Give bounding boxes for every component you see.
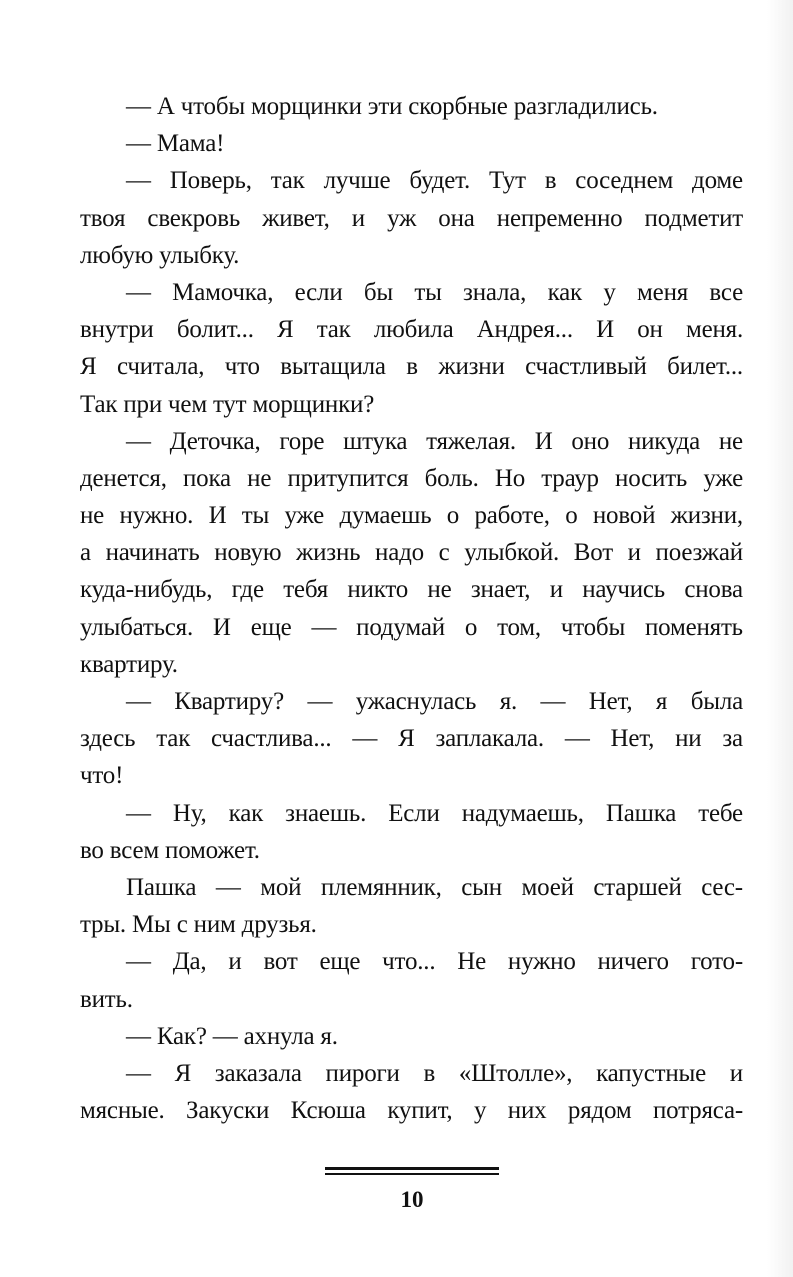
text-word: моей (521, 873, 574, 901)
text-word: ты (414, 278, 442, 306)
text-word: она (438, 204, 475, 232)
text-line: Так при чем тут морщинки? (80, 390, 375, 418)
text-word: он (637, 316, 663, 344)
text-word: И (596, 316, 614, 344)
text-word: — (126, 278, 151, 306)
text-word: улыбкой. (464, 539, 560, 567)
text-word: штука (343, 427, 408, 455)
text-word: не (247, 464, 272, 492)
text-word: горе (279, 427, 325, 455)
text-word: И (208, 502, 227, 530)
text-word: знаешь. (285, 799, 367, 827)
text-line: вить. (80, 985, 133, 1013)
text-word: куда-нибудь, (80, 576, 213, 604)
text-line (80, 311, 743, 348)
text-word: с (438, 539, 450, 567)
text-word: притупится (287, 464, 409, 492)
text-word: капустные (596, 1059, 707, 1087)
text-word: болит... (176, 316, 254, 344)
text-word: не (427, 576, 452, 604)
text-line: любую улыбку. (80, 241, 240, 269)
text-word: Ну, (172, 799, 207, 827)
text-word: — (540, 688, 566, 715)
text-word: а (80, 539, 91, 567)
text-word: где (231, 576, 264, 604)
text-line: — Мама! (126, 130, 225, 158)
text-word: вытащила (280, 353, 386, 381)
text-word: бы (363, 278, 393, 306)
text-word: о (446, 502, 460, 530)
text-word: если (294, 278, 343, 306)
text-word: о (464, 613, 478, 641)
text-word: тяжелая. (426, 427, 516, 455)
text-word: твоя (80, 204, 126, 232)
text-line (80, 571, 743, 608)
text-word: в (406, 353, 418, 381)
text-word: здесь (80, 725, 136, 753)
text-word: так (316, 316, 351, 344)
text-word: я. (499, 688, 518, 715)
text-word: еще (250, 613, 292, 641)
body-text (80, 88, 743, 1129)
text-word: знала, (463, 278, 527, 306)
text-line (80, 683, 743, 720)
text-word: чтобы (560, 613, 626, 641)
text-line (80, 1092, 743, 1129)
text-word: уже (703, 464, 743, 492)
text-word: траур (541, 464, 599, 492)
text-line (80, 162, 743, 199)
text-word: надумаешь, (461, 799, 584, 827)
text-line: — А чтобы морщинки эти скорбные разгладились. (126, 93, 658, 120)
text-line: тры. Мы с ним друзья. (80, 911, 317, 939)
text-line (80, 943, 743, 980)
text-word: и (729, 1059, 743, 1087)
text-word: старшей (593, 873, 682, 901)
text-word: Ксюша (290, 1097, 366, 1125)
text-word: счастливый (525, 353, 647, 381)
text-line (80, 609, 743, 646)
text-word: доме (692, 167, 743, 195)
text-word: знает, (470, 576, 531, 604)
text-word: новой (592, 502, 656, 530)
text-word: тебя (283, 576, 329, 604)
text-word: непременно (496, 204, 623, 232)
text-word: считала, (116, 353, 205, 381)
text-word: пока (183, 464, 231, 492)
text-word: — (307, 688, 333, 715)
text-word: внутри (80, 316, 154, 344)
text-word: подумай (356, 613, 445, 641)
text-word: боль. (424, 464, 479, 492)
text-word: ты (241, 502, 270, 530)
text-word: любила (373, 316, 454, 344)
text-word: — (311, 613, 337, 641)
text-line: — Как? — ахнула я. (126, 1022, 338, 1050)
text-word: Я (277, 316, 294, 344)
text-word: не (80, 502, 105, 530)
text-word: в (544, 167, 557, 195)
text-word: Деточка, (169, 427, 261, 455)
text-word: — (126, 688, 151, 715)
text-word: — (126, 427, 151, 455)
text-word: в (423, 1059, 436, 1087)
text-word: и (549, 576, 563, 604)
text-word: была (690, 688, 743, 715)
text-word: вот (263, 948, 298, 976)
text-word: Я (398, 725, 415, 753)
text-word: уж (387, 204, 417, 232)
text-word: соседнем (575, 167, 674, 195)
text-word: счастлива... (211, 725, 332, 753)
text-word: Я (80, 353, 97, 381)
text-word: пироги (325, 1059, 400, 1087)
text-line (80, 274, 743, 311)
text-word: — (126, 948, 151, 976)
text-word: о (565, 502, 578, 530)
text-word: лучше (323, 167, 391, 195)
text-word: — (126, 1059, 151, 1087)
text-line: квартиру. (80, 650, 178, 678)
text-word: улыбаться. (80, 613, 194, 641)
text-word: думаешь (339, 502, 432, 530)
footer-rule-thin (325, 1173, 499, 1175)
text-word: живет, (262, 204, 330, 232)
text-word: новую (214, 539, 282, 567)
text-line (80, 534, 743, 571)
text-word: снова (684, 576, 743, 604)
text-word: сес- (701, 873, 743, 901)
text-word: нужно (507, 948, 576, 976)
text-word: ни (675, 725, 702, 753)
text-word: меня. (685, 316, 743, 344)
text-word: ужаснулась (355, 688, 477, 715)
text-word: сын (461, 873, 502, 901)
text-word: все (709, 278, 743, 306)
text-word: носить (615, 464, 688, 492)
text-word: том, (497, 613, 541, 641)
text-word: ничего (597, 948, 669, 976)
text-word: Пашка (605, 799, 677, 827)
text-line (80, 460, 743, 497)
text-word: у (473, 1097, 487, 1125)
text-word: что (224, 353, 260, 381)
text-word: никто (347, 576, 409, 604)
text-word: Тут (488, 167, 526, 195)
text-word: жизни, (670, 502, 743, 530)
text-word: — (126, 167, 151, 195)
text-word: надо (375, 539, 424, 567)
text-word: подметит (644, 204, 743, 232)
text-line: что! (80, 762, 124, 790)
text-word: свекровь (147, 204, 241, 232)
text-word: как (547, 278, 583, 306)
text-word: них (507, 1097, 547, 1125)
text-word: заказала (214, 1059, 302, 1087)
text-line (80, 348, 743, 385)
text-word: жизнь (296, 539, 361, 567)
text-word: рядом (567, 1097, 632, 1125)
text-line (80, 423, 743, 460)
text-word: Мамочка, (172, 278, 274, 306)
text-line (80, 1055, 743, 1092)
text-word: Закуски (186, 1097, 270, 1125)
text-word: гото- (690, 948, 743, 976)
text-word: билет... (667, 353, 743, 381)
text-word: Нет, (610, 725, 655, 753)
text-line (80, 497, 743, 534)
text-word: я (655, 688, 668, 715)
text-word: Пашка (126, 873, 197, 901)
text-word: Если (388, 799, 440, 827)
text-word: и (627, 539, 641, 567)
text-word: — (126, 799, 151, 827)
text-line: во всем поможет. (80, 836, 260, 864)
text-word: купит, (387, 1097, 453, 1125)
text-word: и (351, 204, 365, 232)
text-word: Да, (172, 948, 207, 976)
text-word: потряса- (652, 1097, 743, 1125)
text-word: у (603, 278, 616, 306)
text-word: денется, (80, 464, 167, 492)
text-word: тебе (698, 799, 743, 827)
text-word: будет. (409, 167, 471, 195)
text-word: что... (382, 948, 436, 976)
text-word: и (228, 948, 242, 976)
text-word: не (718, 427, 743, 455)
text-line (80, 795, 743, 832)
text-word: никуда (627, 427, 701, 455)
text-word: племянник, (320, 873, 442, 901)
text-word: — (215, 873, 241, 901)
page-number: 10 (400, 1187, 424, 1212)
footer-rule-thick (325, 1167, 499, 1170)
text-word: Но (494, 464, 526, 492)
text-word: еще (319, 948, 361, 976)
text-word: поезжай (655, 539, 743, 567)
text-word: — (564, 725, 590, 753)
text-word: жизни (438, 353, 505, 381)
text-word: меня (637, 278, 689, 306)
text-word: нужно. (119, 502, 194, 530)
text-word: мой (260, 873, 302, 901)
page-edge-shadow (767, 0, 793, 1277)
text-word: Поверь, (169, 167, 252, 195)
text-word: начинать (105, 539, 200, 567)
text-word: научись (582, 576, 665, 604)
text-word: И (212, 613, 231, 641)
text-word: Я (174, 1059, 192, 1087)
text-word: оно (571, 427, 610, 455)
text-word: Квартиру? (174, 688, 284, 715)
text-word: работе, (474, 502, 550, 530)
text-word: уже (284, 502, 325, 530)
text-word: поменять (644, 613, 743, 641)
text-line (80, 869, 743, 906)
text-word: Андрея... (476, 316, 573, 344)
text-line (80, 720, 743, 757)
text-word: так (156, 725, 191, 753)
text-word: мясные. (80, 1097, 165, 1125)
text-line (80, 200, 743, 237)
text-word: — (352, 725, 378, 753)
text-word: заплакала. (435, 725, 544, 753)
text-word: И (534, 427, 553, 455)
text-word: как (228, 799, 264, 827)
text-word: Вот (573, 539, 613, 567)
text-word: Не (457, 948, 487, 976)
text-word: так (270, 167, 305, 195)
text-word: Нет, (588, 688, 633, 715)
text-word: «Штолле», (458, 1059, 573, 1087)
text-word: за (722, 725, 743, 753)
